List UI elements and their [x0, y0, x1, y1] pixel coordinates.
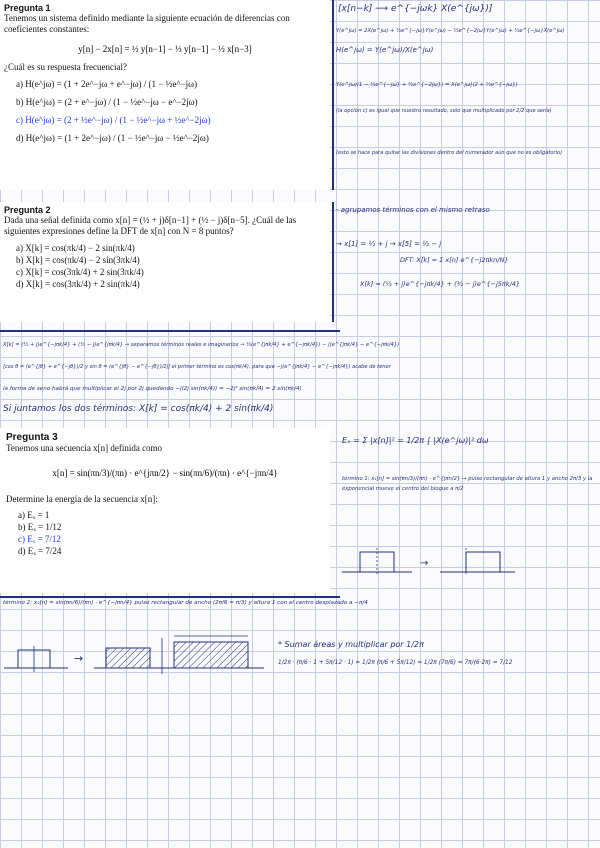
note-term-2: término 2: x₂[n] = sin(πn/6)/(πn) · e^{−jπn/4} pulso rectangular de ancho (2π/6 = π/3) y altura 1 con el centro desplazado a −π/4 — [3, 600, 368, 606]
option-b[interactable]: b) X[k] = cos(πk/4) − 2 sin(3πk/4) — [16, 254, 140, 265]
question-1-card — [0, 0, 330, 190]
note-transform: Y(e^jω) = 2X(e^jω) + ½e^{−jω}Y(e^jω) − ½e^{−2jω}Y(e^jω) + ½e^{−jω}X(e^jω) — [336, 28, 565, 34]
note-dft-def: DFT: X[k] = Σ x[n] e^{−j2πkn/N} — [400, 256, 509, 264]
option-d[interactable]: d) Eₓ = 7/24 — [18, 545, 62, 556]
question-statement: Dada una señal definida como x[n] = (½ + j)δ[n−1] + (½ − j)δ[n−5]. ¿Cuál de las siguientes expresiones define la DFT de x[n] con N = 8 puntos? — [4, 215, 297, 237]
sequence-equation: x[n] = sin(πn/3)/(πn) · e^{jπn/2} − sin(πn/6)/(πn) · e^{−jπn/4} — [52, 468, 278, 479]
question-statement: Tenemos un sistema definido mediante la siguiente ecuación de diferencias con coeficientes constantes: — [4, 13, 290, 35]
note-sum-areas: * Sumar áreas y multiplicar por 1/2π — [278, 640, 424, 649]
difference-equation: y[n] − 2x[n] = ½ y[n−1] − ⅓ y[n−1] − ½ x[n−3] — [78, 43, 252, 54]
note-dft-result: X[k] = (½ + j)e^{−jπk/4} + (½ − j)e^{−j5πk/4} — [360, 280, 521, 288]
note-x-values: → x[1] = ½ + j → x[5] = ½ − j — [336, 240, 442, 248]
question-statement: Tenemos una secuencia x[n] definida como — [6, 443, 163, 453]
option-c[interactable]: c) X[k] = cos(3πk/4) + 2 sin(3πk/4) — [16, 266, 144, 277]
option-c-correct[interactable]: c) H(e^jω) = (2 + ½e^−jω) / (1 − ½e^−jω + ½e^−2jω) — [16, 114, 211, 125]
option-b[interactable]: b) H(e^jω) = (2 + e^−jω) / (1 − ½e^−jω − e^−2jω) — [16, 96, 198, 107]
note-euler: [cos θ = (e^{jθ} + e^{−jθ})/2 y sin θ = (e^{jθ} − e^{−jθ})/2j] el primer término es cos(πk/4), para que −j(e^{jπk/4} − e^{−jπk/4}) acabe de tener — [3, 364, 391, 370]
note-parseval: Eₓ = Σ |x[n]|² = 1/2π ∫ |X(e^jω)|² dω — [342, 436, 489, 445]
question-title: Pregunta 2 — [4, 205, 51, 215]
note-separate-terms: X[k] = (½ + j)e^{−jπk/4} + (½ − j)e^{jπk/4} → separamos términos reales e imaginarios → ½(e^{jπk/4} + e^{−jπk/4}) − j(e^{jπk/4} − e^{−jπk/4}) — [3, 342, 400, 348]
note-shift-property: [x[n−k] ⟶ e^{−jωk} X(e^{jω})] — [338, 4, 493, 14]
note-comment-2: (esto se hace para quitar las divisiones dentro del numerador aún que no es obligatorio) — [336, 150, 563, 156]
term2-area-sketch — [2, 628, 272, 690]
note-h-def: H(e^jω) = Y(e^jω)/X(e^jω) — [336, 46, 434, 54]
note-comment-1: (la opción c) es igual que nuestro resultado, solo que multiplicado por 2/2 que sería) — [336, 108, 552, 114]
question-prompt: ¿Cuál es su respuesta frecuencial? — [4, 61, 127, 72]
question-title: Pregunta 1 — [4, 3, 51, 13]
option-a[interactable]: a) Eₓ = 1 — [18, 509, 50, 520]
option-b[interactable]: b) Eₓ = 1/12 — [18, 521, 62, 532]
option-c-correct[interactable]: c) Eₓ = 7/12 — [18, 533, 61, 544]
option-a[interactable]: a) H(e^jω) = (1 + 2e^−jω + e^−jω) / (1 − ½e^−jω) — [16, 78, 198, 89]
option-d[interactable]: d) X[k] = cos(3πk/4) + 2 sin(πk/4) — [16, 278, 140, 289]
option-a[interactable]: a) X[k] = cos(πk/4) − 2 sin(πk/4) — [16, 242, 135, 253]
note-factor: Y(e^jω)(1 − ½e^{−jω} + ½e^{−2jω}) = X(e^jω)(2 + ½e^{−jω}) — [336, 82, 518, 88]
option-d[interactable]: d) H(e^jω) = (1 + 2e^−jω) / (1 − ½e^−jω − ½e^−2jω) — [16, 132, 209, 143]
question-prompt: Determine la energía de la secuencia x[n]: — [6, 494, 158, 505]
note-answer-p2: Si juntamos los dos términos: X[k] = cos(πk/4) + 2 sin(πk/4) — [3, 404, 274, 414]
divider-q2 — [332, 202, 334, 322]
note-group: - agrupamos términos con el mismo retraso — [336, 206, 490, 214]
divider-q2-bottom — [0, 330, 340, 332]
note-answer-p3: 1/2π · (π/6 · 1 + 5π/12 · 1) = 1/2π (π/6 + 5π/12) = 1/2π (7π/6) = 7π/(6·2π) = 7/12 — [278, 660, 513, 666]
divider-q1 — [332, 0, 334, 190]
question-title: Pregunta 3 — [6, 432, 58, 443]
question-2-card — [0, 202, 330, 322]
svg-text:→: → — [420, 558, 429, 569]
note-sine-form: la forma de seno habrá que multiplicar el 2j por 2j quedando −j(2j sin(πk/4)) = −2j² sin(πk/4) = 2 sin(πk/4) — [3, 386, 302, 392]
note-term-1: término 1: x₁[n] = sin(πn/3)/(πn) · e^{jπn/2} → pulso rectangular de altura 1 y ancho 2π/3 y la exponencial mueve el centro del bloque a π/2 — [342, 476, 593, 493]
question-3-card — [0, 428, 330, 593]
term1-spectrum-sketch — [340, 538, 520, 586]
svg-text:→: → — [74, 652, 84, 665]
